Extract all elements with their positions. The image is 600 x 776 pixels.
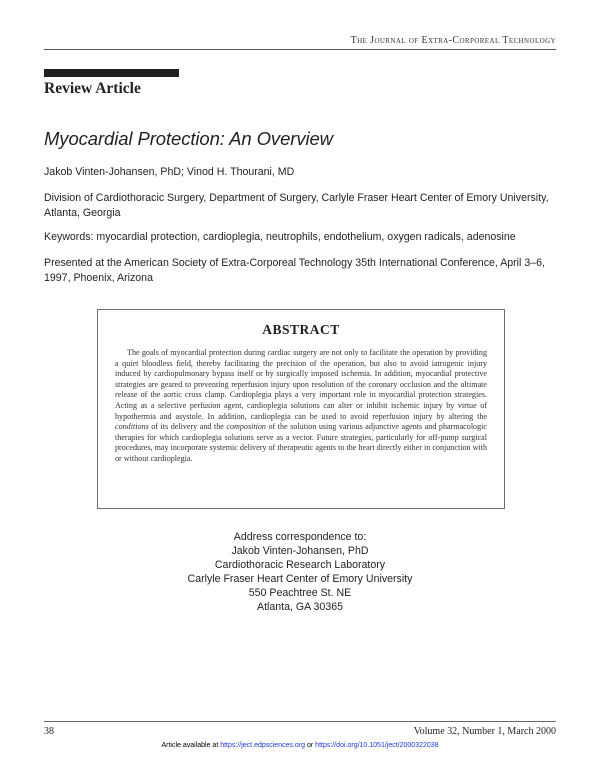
section-label: Review Article (44, 80, 141, 97)
address-line: Jakob Vinten-Johansen, PhD (231, 545, 369, 557)
journal-header: The Journal of Extra-Corporeal Technology (350, 35, 556, 46)
correspondence-address (100, 530, 500, 614)
page-number: 38 (44, 726, 54, 737)
abstract-italic-conditions: conditions (115, 422, 149, 432)
address-line: 550 Peachtree St. NE (248, 587, 352, 599)
abstract-heading: ABSTRACT (262, 322, 340, 337)
footer-rule (44, 721, 556, 722)
article-title: Myocardial Protection: An Overview (44, 128, 333, 149)
authors: Jakob Vinten-Johansen, PhD; Vinod H. Thourani, MD (44, 166, 295, 178)
availability-note (0, 742, 600, 749)
abstract-italic-composition: composition (226, 422, 266, 432)
abstract-text-part1: The goals of myocardial protection during cardiac surgery are not only to facilitate the operation by providing a quiet bloodless field, thereby facilitating the precision of the operation, but also to avoid iatrogenic injury induced by cardiopulmonary bypass itself or by surgically imposed ischemia. In addition, myocardial protective strategies are geared to preventing reperfusion injury upon resolution of the coronary occlusion and the ultimate release of the aortic cross clamp. Cardioplegia plays a very important role in myocardial protection strategies. Acting as a selective perfusion agent, cardioplegia solutions can alter or inhibit ischemic injury by virtue of hypothermia and asystole. In addition, cardioplegia can be used to avoid reperfusion injury by altering the (115, 348, 487, 421)
site-link[interactable]: https://ject.edpsciences.org (220, 742, 306, 749)
address-line: Carlyle Fraser Heart Center of Emory University (187, 573, 413, 585)
abstract-text-part2: of its delivery and the (148, 422, 227, 432)
abstract-text-part3: of the solution using various adjunctive agents and pharmacologic therapies for which cardioplegia solutions serve as a vector. Future strategies, particularly for off-pump surgical procedures, may incorporate systemic delivery of therapeutic agents to the heart directly either in conjunction with or without cardioplegia. (115, 422, 487, 463)
address-line: Atlanta, GA 30365 (257, 601, 343, 613)
address-line: Cardiothoracic Research Laboratory (214, 559, 386, 571)
issue-info: Volume 32, Number 1, March 2000 (413, 726, 556, 737)
affiliation: Division of Cardiothoracic Surgery, Department of Surgery, Carlyle Fraser Heart Center of Emory University, Atlanta, Georgia (44, 192, 549, 219)
availability-prefix: Article available at (161, 742, 221, 749)
section-bar (44, 69, 179, 77)
header-rule (44, 49, 556, 50)
abstract-text (115, 348, 487, 465)
doi-link[interactable]: https://doi.org/10.1051/ject/2000322038 (315, 742, 439, 749)
or-text: or (305, 742, 316, 749)
keywords: Keywords: myocardial protection, cardioplegia, neutrophils, endothelium, oxygen radicals, adenosine (44, 231, 516, 243)
abstract-box (97, 309, 505, 509)
presentation-note: Presented at the American Society of Extra-Corporeal Technology 35th International Conference, April 3–6, 1997, Phoenix, Arizona (44, 257, 545, 284)
address-line: Address correspondence to: (233, 531, 367, 543)
